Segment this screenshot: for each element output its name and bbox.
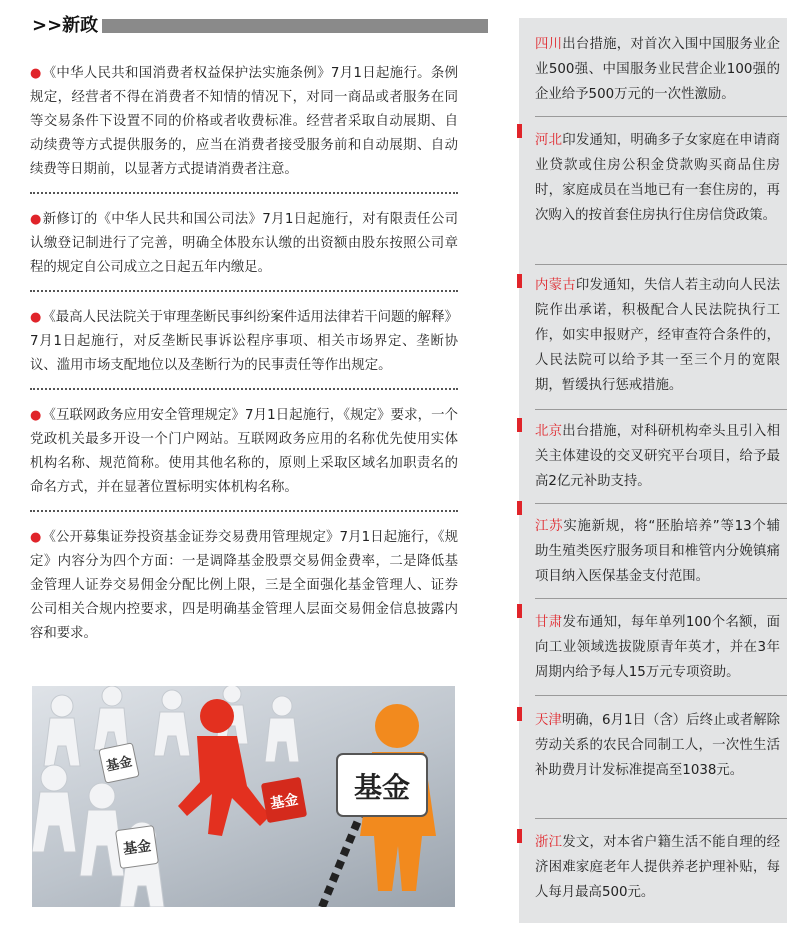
big-fund-sign-text: 基金 bbox=[353, 771, 411, 804]
dotted-divider bbox=[30, 510, 458, 512]
red-marker bbox=[517, 274, 522, 288]
region-divider bbox=[535, 264, 787, 265]
dotted-divider bbox=[30, 290, 458, 292]
news-item-5 bbox=[30, 522, 458, 656]
news-item-text: 《公开募集证券投资基金证券交易费用管理规定》7月1日起施行，《规定》内容分为四个方面：一是调降基金股票交易佣金费率，二是降低基金管理人证券交易佣金分配比例上限，三是全面强化基金管理人、证券公司相关合规内控要求，四是明确基金管理人层面交易佣金信息披露内容和要求。 bbox=[30, 530, 459, 641]
red-sign-text: 基金 bbox=[269, 791, 300, 813]
region-name: 天津 bbox=[535, 713, 562, 728]
dotted-divider bbox=[30, 192, 458, 194]
news-item-text: 新修订的《中华人民共和国公司法》7月1日起施行，对有限责任公司认缴登记制进行了完善，明确全体股东认缴的出资额由股东按照公司章程的规定自公司成立之日起五年内缴足。 bbox=[30, 212, 459, 275]
region-divider bbox=[535, 695, 787, 696]
region-name: 四川 bbox=[535, 37, 563, 52]
region-text: 实施新规，将“胚胎培养”等13个辅助生殖类医疗服务项目和椎管内分娩镇痛项目纳入医保基金支付范围。 bbox=[535, 519, 780, 584]
region-divider bbox=[535, 409, 787, 410]
big-fund-sign bbox=[337, 754, 427, 816]
region-item-sichuan bbox=[535, 32, 780, 107]
red-marker bbox=[517, 501, 522, 515]
news-item-text: 《互联网政务应用安全管理规定》7月1日起施行，《规定》要求，一个党政机关最多开设一个门户网站。互联网政务应用的名称优先使用实体机构名称、规范简称。使用其他名称的，原则上采取区域名加职责名的命名方式，并在显著位置标明实体机构名称。 bbox=[30, 408, 459, 495]
red-dot-icon: ● bbox=[30, 310, 42, 325]
region-item-zhejiang bbox=[535, 830, 780, 905]
region-text: 明确，6月1日（含）后终止或者解除劳动关系的农民合同制工人，一次性生活补助费月计发标准提高至1038元。 bbox=[535, 713, 781, 778]
red-dot-icon: ● bbox=[30, 530, 42, 545]
red-sign bbox=[261, 777, 307, 823]
dashed-path bbox=[322, 811, 362, 907]
region-item-tianjin bbox=[535, 708, 780, 783]
region-item-hebei bbox=[535, 128, 780, 228]
news-item-2 bbox=[30, 204, 458, 290]
red-marker bbox=[517, 124, 522, 138]
region-divider bbox=[535, 598, 787, 599]
region-text: 发布通知，每年单列100个名额，面向工业领域选拔陇原青年英才，并在3年周期内给予每人15万元专项资助。 bbox=[535, 615, 781, 680]
region-text: 印发通知，失信人若主动向人民法院作出承诺，积极配合人民法院执行工作，如实申报财产，经审查符合条件的，人民法院可以给予其一至三个月的宽限期，暂缓执行惩戒措施。 bbox=[535, 278, 781, 393]
fund-illustration-graphic bbox=[32, 686, 455, 907]
region-item-gansu bbox=[535, 610, 780, 685]
fund-illustration bbox=[32, 686, 455, 907]
region-name: 内蒙古 bbox=[535, 278, 576, 293]
region-divider bbox=[535, 503, 787, 504]
red-marker bbox=[517, 418, 522, 432]
region-divider bbox=[535, 818, 787, 819]
region-text: 印发通知，明确多子女家庭在申请商业贷款或住房公积金贷款购买商品住房时，家庭成员在当地已有一套住房的，再次购入的按首套住房执行住房信贷政策。 bbox=[535, 133, 781, 223]
region-name: 河北 bbox=[535, 133, 563, 148]
red-dot-icon: ● bbox=[30, 212, 42, 227]
red-dot-icon: ● bbox=[30, 66, 42, 81]
crowd-sign-2 bbox=[116, 826, 159, 869]
red-marker bbox=[517, 829, 522, 843]
region-name: 江苏 bbox=[535, 519, 564, 534]
news-item-text: 《中华人民共和国消费者权益保护法实施条例》7月1日起施行。条例规定，经营者不得在消费者不知情的情况下，对同一商品或者服务在同等交易条件下设置不同的价格或者收费标准。经营者采取自动展期、自动续费等方式提供服务的，应当在消费者接受服务前和自动展期、自动续费等日期前，以显著方式提请消费者注意。 bbox=[30, 66, 459, 177]
news-item-text: 《最高人民法院关于审理垄断民事纠纷案件适用法律若干问题的解释》7月1日起施行，对反垄断民事诉讼程序事项、相关市场界定、垄断协议、滥用市场支配地位以及垄断行为的民事责任等作出规定。 bbox=[30, 310, 459, 373]
region-item-neimenggu bbox=[535, 273, 780, 398]
region-name: 甘肃 bbox=[535, 615, 563, 630]
red-runner bbox=[178, 699, 270, 836]
region-item-jiangsu bbox=[535, 514, 780, 589]
region-text: 发文，对本省户籍生活不能自理的经济困难家庭老年人提供养老护理补贴，每人每月最高500元。 bbox=[535, 835, 781, 900]
red-marker bbox=[517, 604, 522, 618]
right-region-panel bbox=[519, 18, 787, 923]
region-text: 出台措施，对科研机构牵头且引入相关主体建设的交叉研究平台项目，给予最高2亿元补助支持。 bbox=[535, 424, 781, 489]
news-item-4 bbox=[30, 400, 458, 510]
crowd-sign-2-text: 基金 bbox=[122, 838, 153, 858]
region-name: 浙江 bbox=[535, 835, 563, 850]
region-text: 出台措施，对首次入围中国服务业企业500强、中国服务业民营企业100强的企业给予500万元的一次性激励。 bbox=[535, 37, 781, 102]
news-item-1 bbox=[30, 58, 458, 192]
news-item-3 bbox=[30, 302, 458, 388]
region-item-beijing bbox=[535, 419, 780, 494]
red-dot-icon: ● bbox=[30, 408, 42, 423]
region-divider bbox=[535, 116, 787, 117]
dotted-divider bbox=[30, 388, 458, 390]
section-header bbox=[32, 12, 457, 40]
section-title: >>新政 bbox=[32, 15, 99, 36]
left-news-column bbox=[30, 58, 458, 656]
crowd-sign-text: 基金 bbox=[105, 754, 134, 775]
region-name: 北京 bbox=[535, 424, 563, 439]
red-marker bbox=[517, 707, 522, 721]
crowd-sign bbox=[99, 743, 139, 783]
header-bar bbox=[102, 19, 488, 33]
